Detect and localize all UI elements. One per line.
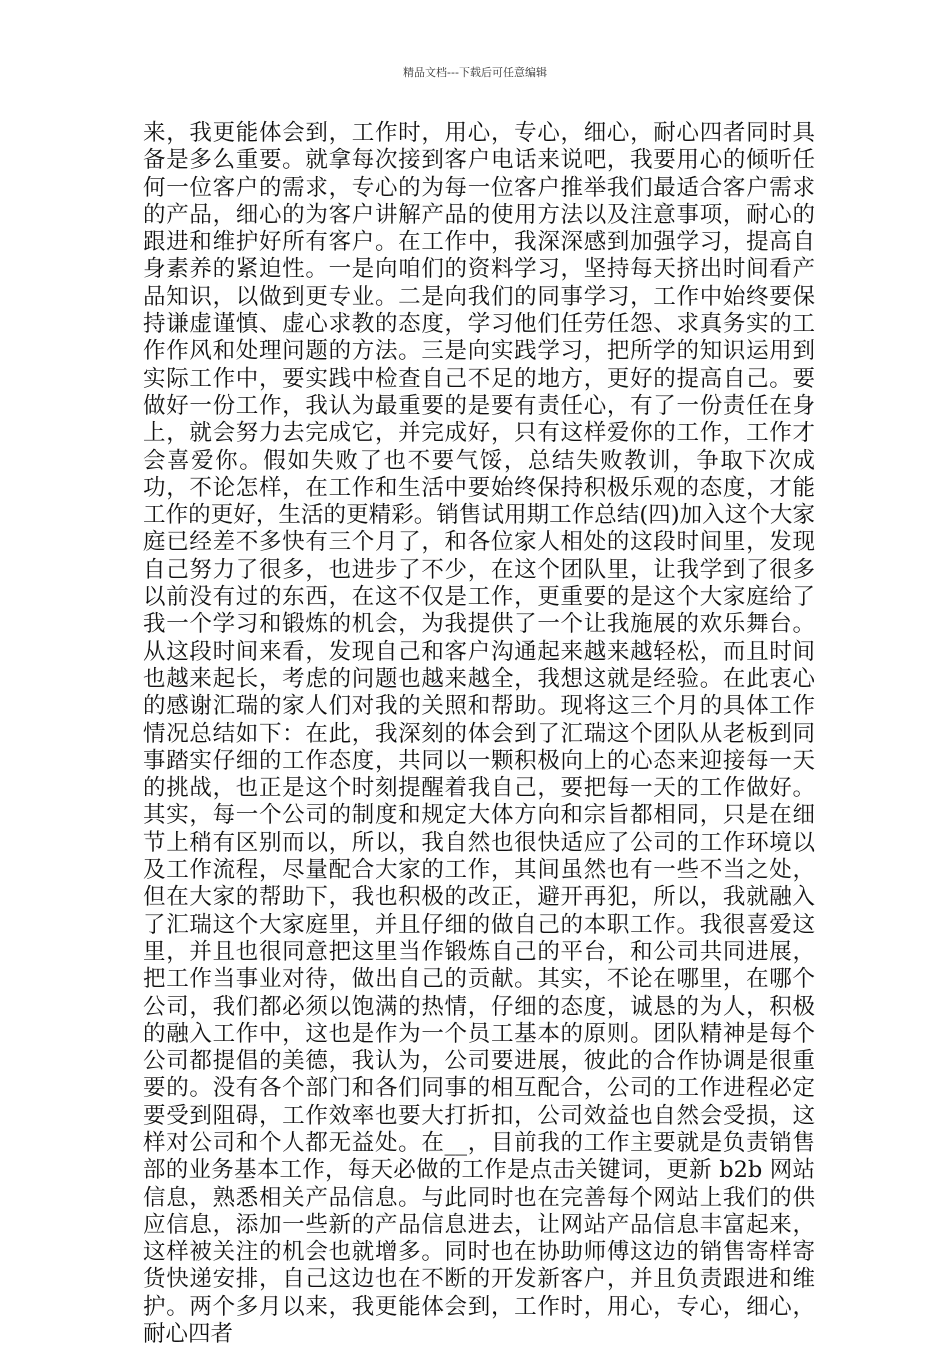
page-header: 精品文档---下载后可任意编辑 (403, 66, 547, 79)
body-paragraph: 来，我更能体会到，工作时，用心，专心，细心，耐心四者同时具备是多么重要。就拿每次接到客户电话来说吧，我要用心的倾听任何一位客户的需求，专心的为每一位客户推举我们最适合客户需求的产品，细心的为客户讲解产品的使用方法以及注意事项，耐心的跟进和维护好所有客户。在工作中，我深深感到加强学习，提高自身素养的紧迫性。一是向咱们的资料学习，坚持每天挤出时间看产品知识，以做到更专业。二是向我们的同事学习，工作中始终要保持谦虚谨慎、虚心求教的态度，学习他们任劳任怨、求真务实的工作作风和处理问题的方法。三是向实践学习，把所学的知识运用到实际工作中，要实践中检查自己不足的地方，更好的提高自己。要做好一份工作，我认为最重要的是要有责任心，有了一份责任在身上，就会努力去完成它，并完成好，只有这样爱你的工作，工作才会喜爱你。假如失败了也不要气馁，总结失败教训，争取下次成功，不论怎样，在工作和生活中要始终保持积极乐观的态度，才能工作的更好，生活的更精彩。销售试用期工作总结(四)加入这个大家庭已经差不多快有三个月了，和各位家人相处的这段时间里，发现自己努力了很多，也进步了不少，在这个团队里，让我学到了很多以前没有过的东西，在这不仅是工作，更重要的是这个大家庭给了我一个学习和锻炼的机会，为我提供了一个让我施展的欢乐舞台。从这段时间来看，发现自己和客户沟通起来越来越轻松，而且时间也越来起长，考虑的问题也越来越全，我想这就是经验。在此衷心的感谢汇瑞的家人们对我的关照和帮助。现将这三个月的具体工作情况总结如下：在此，我深刻的体会到了汇瑞这个团队从老板到同事踏实仔细的工作态度，共同以一颗积极向上的心态来迎接每一天的挑战，也正是这个时刻提醒着我自己，要把每一天的工作做好。其实，每一个公司的制度和规定大体方向和宗旨都相同，只是在细节上稍有区别而以，所以，我自然也很快适应了公司的工作环境以及工作流程，尽量配合大家的工作，其间虽然也有一些不当之处，但在大家的帮助下，我也积极的改正，避开再犯，所以，我就融入了汇瑞这个大家庭里，并且仔细的做自己的本职工作。我很喜爱这里，并且也很同意把这里当作锻炼自己的平台，和公司共同进展，把工作当事业对待，做出自己的贡献。其实，不论在哪里，在哪个公司，我们都必须以饱满的热情，仔细的态度，诚恳的为人，积极的融入工作中，这也是作为一个员工基本的原则。团队精神是每个公司都提倡的美德，我认为，公司要进展，彼此的合作协调是很重要的。没有各个部门和各们同事的相互配合，公司的工作进程必定要受到阻碍，工作效率也要大打折扣，公司效益也自然会受损，这样对公司和个人都无益处。在__，目前我的工作主要就是负责销售部的业务基本工作，每天必做的工作是点击关键词，更新 b2b 网站信息，熟悉相关产品信息。与此同时也在完善每个网站上我们的供应信息，添加一些新的产品信息进去，让网站产品信息丰富起来，这样被关注的机会也就增多。同时也在协助师傅这边的销售寄样寄货快递安排，自己这边也在不断的开发新客户，并且负责跟进和维护。两个多月以来，我更能体会到，工作时，用心，专心，细心，耐心四者 (143, 120, 815, 1348)
